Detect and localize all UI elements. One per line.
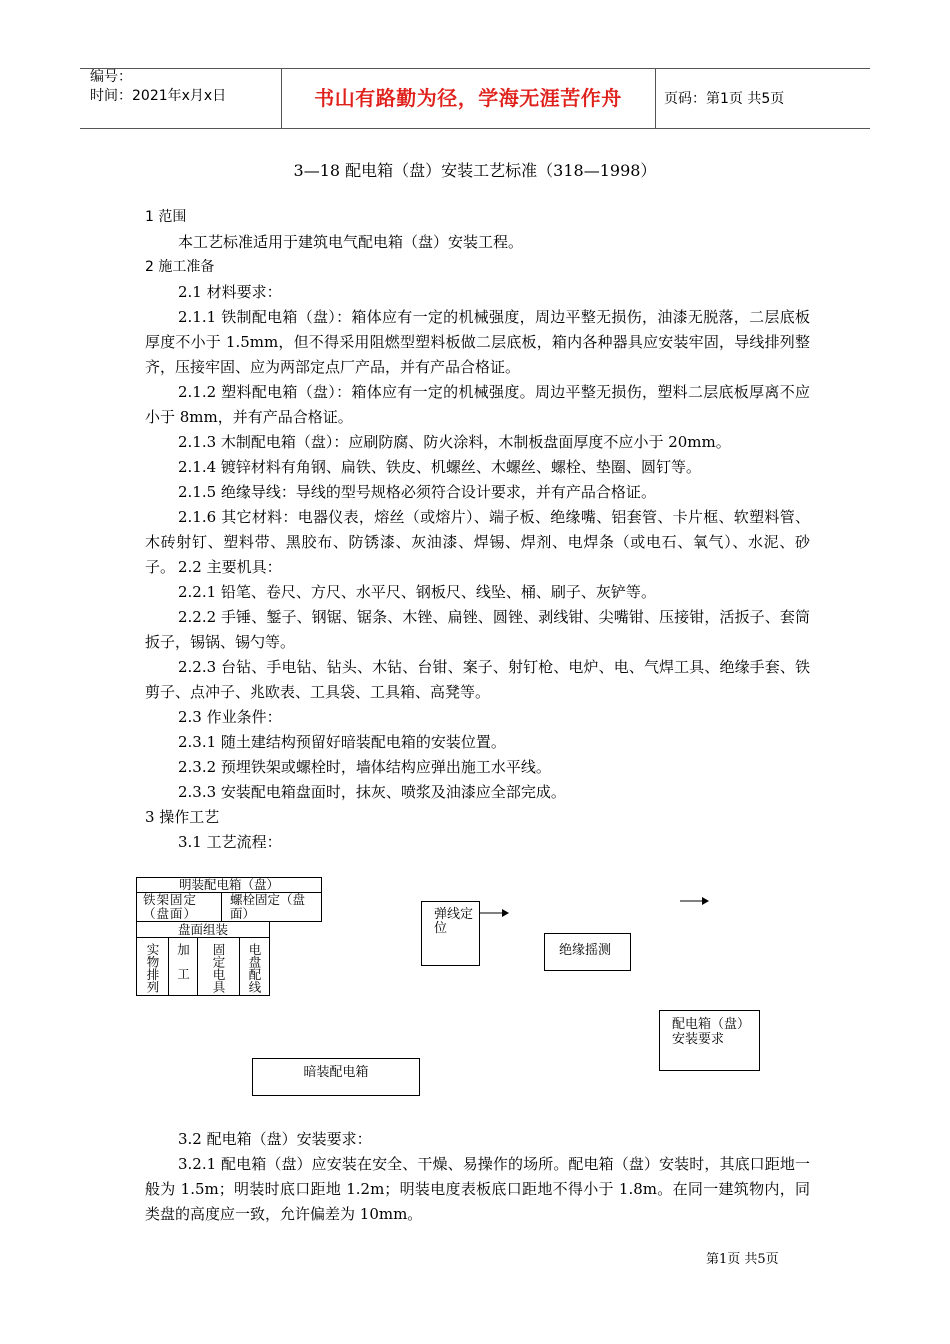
header-page-info: 页码：第1页 共5页	[664, 91, 785, 107]
section-2-1-5: 2.1.5 绝缘导线：导线的型号规格必须符合设计要求，并有产品合格证。	[178, 483, 656, 501]
section-2-3: 2.3 作业条件：	[178, 708, 282, 726]
header-date: 时间：2021年x月x日	[90, 88, 227, 104]
flow-col-process	[168, 937, 198, 996]
flow-install-req: 配电箱（盘）安装要求	[659, 1010, 760, 1071]
section-2-1-6: 2.1.6 其它材料：电器仪表，熔丝（或熔片）、端子板、绝缘嘴、铝套管、卡片框、软塑料管、木砖射钉、塑料带、黑胶布、防锈漆、灰油漆、焊锡、焊剂、电焊条（或电石、氧气）、水泥、砂子。	[145, 508, 810, 576]
section-2-2: 2.2 主要机具：	[178, 558, 282, 576]
section-2-1: 2.1 材料要求：	[178, 283, 282, 301]
flow-col-fix-label: 固定电具	[211, 942, 226, 993]
header-number-label: 编号：	[90, 69, 132, 85]
header-motto: 书山有路勤为径，学海无涯苦作舟	[314, 86, 622, 110]
flow-surface-box: 明装配电箱（盘）	[136, 877, 322, 893]
section-3-heading: 3 操作工艺	[145, 808, 220, 826]
section-3-2: 3.2 配电箱（盘）安装要求：	[178, 1130, 372, 1148]
flow-snap-line: 弹线定位	[421, 901, 480, 966]
flow-bolt-fix: 螺栓固定（盘面）	[221, 892, 322, 922]
section-2-2-1: 2.2.1 铅笔、卷尺、方尺、水平尺、钢板尺、线坠、桶、刷子、灰铲等。	[178, 583, 656, 601]
flow-col-wiring	[239, 937, 270, 996]
flow-insulation-test: 绝缘摇测	[544, 933, 631, 971]
flow-iron-frame: 铁架固定（盘面）	[136, 892, 222, 922]
section-1-heading: 1 范围	[145, 209, 187, 225]
section-2-2-2: 2.2.2 手锤、錾子、钢锯、锯条、木锉、扁锉、圆锉、剥线钳、尖嘴钳、压接钳，活扳子、套筒扳子，锡锅、锡勺等。	[145, 608, 810, 651]
section-2-3-3: 2.3.3 安装配电箱盘面时，抹灰、喷浆及油漆应全部完成。	[178, 783, 566, 801]
section-2-1-1: 2.1.1 铁制配电箱（盘）：箱体应有一定的机械强度，周边平整无损伤，油漆无脱落，二层底板厚度不小于 1.5mm，但不得采用阻燃型塑料板做二层底板，箱内各种器具应安装牢固，导线排列整齐，压接牢固、应为两部定点厂产品，并有产品合格证。	[145, 308, 810, 376]
flow-col-fix	[197, 937, 240, 996]
section-2-3-1: 2.3.1 随土建结构预留好暗装配电箱的安装位置。	[178, 733, 506, 751]
section-2-heading: 2 施工准备	[145, 259, 215, 275]
section-1-text: 本工艺标准适用于建筑电气配电箱（盘）安装工程。	[178, 233, 524, 251]
header-divider-right	[655, 68, 656, 129]
header-meta	[90, 68, 226, 106]
flow-col-process-label: 加工	[175, 943, 191, 992]
flow-arrow-1	[480, 906, 512, 920]
section-2-1-3: 2.1.3 木制配电箱（盘）：应刷防腐、防火涂料，木制板盘面厚度不应小于 20mm。	[178, 433, 731, 451]
section-2-1-4: 2.1.4 镀锌材料有角钢、扁铁、铁皮、机螺丝、木螺丝、螺栓、垫圈、圆钉等。	[178, 458, 701, 476]
page-footer: 第1页 共5页	[706, 1252, 779, 1267]
header-bottom-rule	[80, 128, 870, 129]
flow-col-wiring-label: 电盘配线	[247, 942, 262, 993]
document-title: 3—18 配电箱（盘）安装工艺标准（318—1998）	[293, 161, 657, 180]
flow-concealed-box: 暗装配电箱	[252, 1058, 420, 1096]
flow-panel-assembly: 盘面组装	[136, 921, 270, 938]
section-2-1-2: 2.1.2 塑料配电箱（盘）：箱体应有一定的机械强度。周边平整无损伤，塑料二层底板厚离不应小于 8mm，并有产品合格证。	[145, 383, 810, 426]
section-3-1: 3.1 工艺流程：	[178, 833, 282, 851]
section-2-2-3: 2.2.3 台钻、手电钻、钻头、木钻、台钳、案子、射钉枪、电炉、电、气焊工具、绝缘手套、铁剪子、点冲子、兆欧表、工具袋、工具箱、高凳等。	[145, 658, 810, 701]
section-3-2-1: 3.2.1 配电箱（盘）应安装在安全、干燥、易操作的场所。配电箱（盘）安装时，其底口距地一般为 1.5m；明装时底口距地 1.2m；明装电度表板底口距地不得小于 1.8m。在同一建筑物内，同类盘的高度应一致，允许偏差为 10mm。	[145, 1155, 810, 1223]
flow-arrow-2	[680, 894, 712, 908]
flow-col-arrange-label: 实物排列	[145, 942, 160, 993]
flow-col-arrange	[136, 937, 169, 996]
section-2-3-2: 2.3.2 预埋铁架或螺栓时，墙体结构应弹出施工水平线。	[178, 758, 551, 776]
